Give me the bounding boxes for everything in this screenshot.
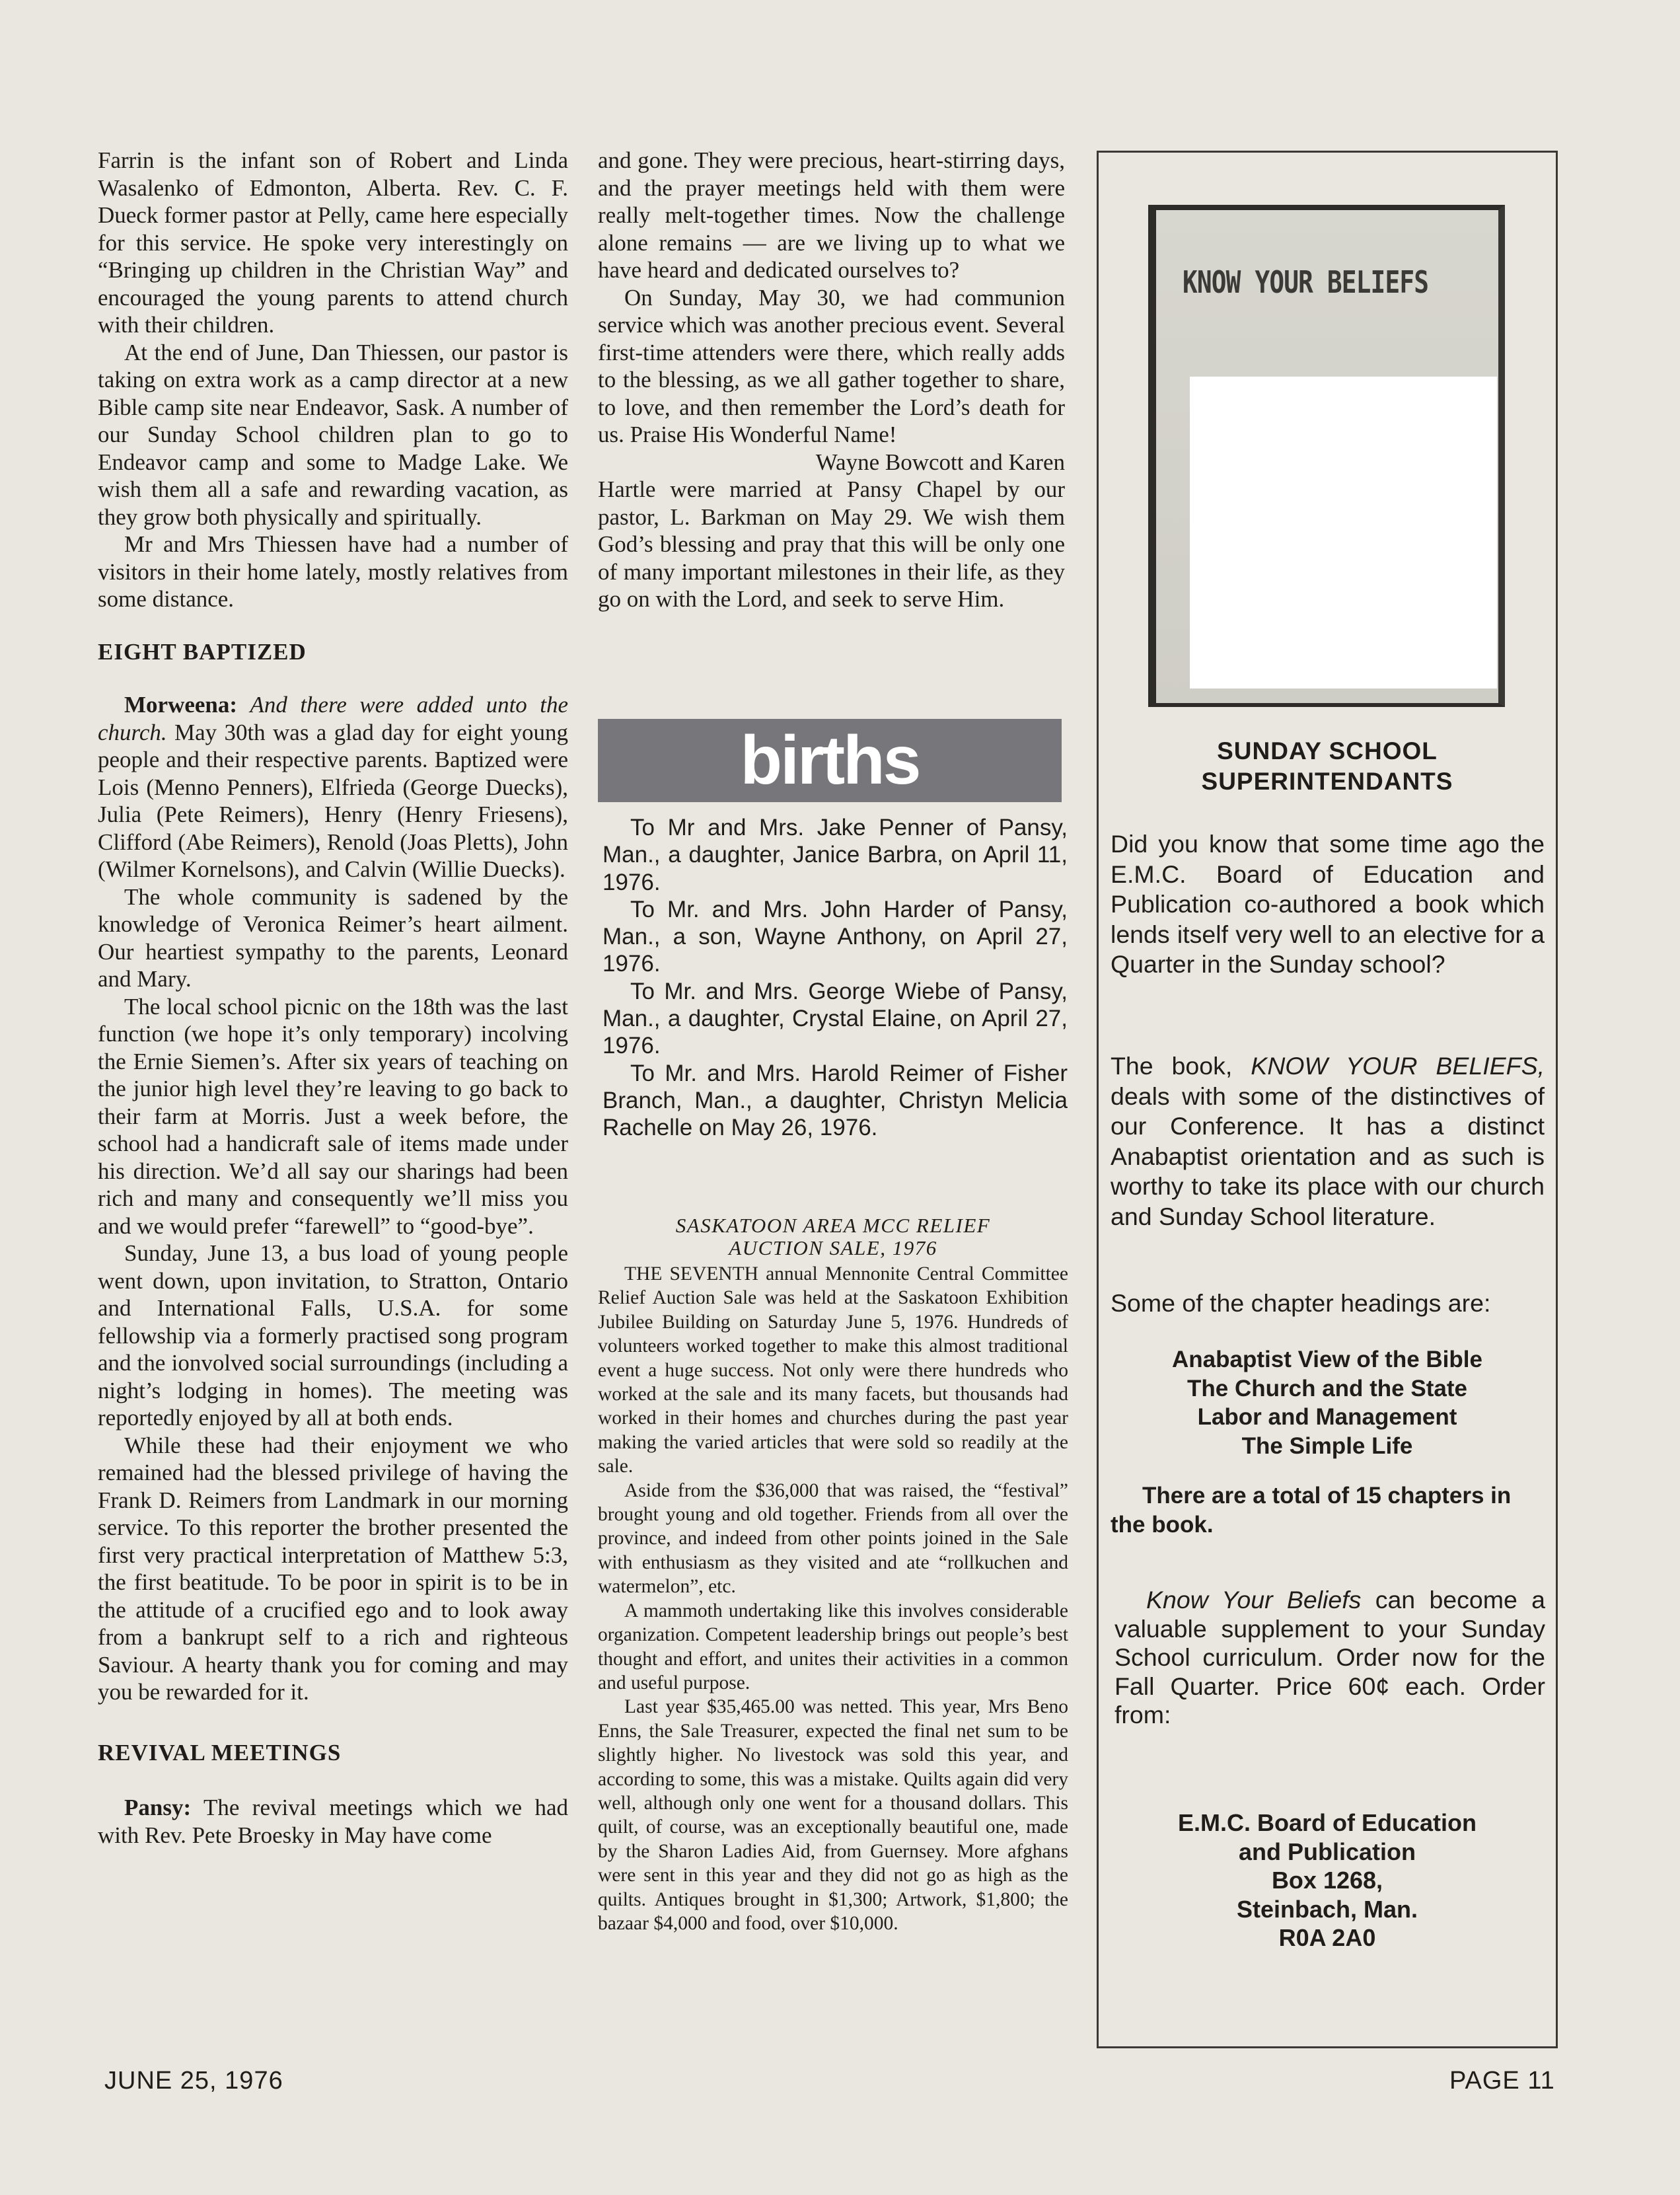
book-cover-title: KNOW YOUR BELIEFS [1183, 264, 1429, 300]
chapter-heading: Labor and Management [1197, 1404, 1457, 1430]
article-paragraph: Pansy: The revival meetings which we had with Rev. Pete Broesky in May have come [98, 1795, 568, 1848]
birth-announcement: To Mr. and Mrs. Harold Reimer of Fisher Branch, Man., a daughter, Christyn Melicia Rachelle on May 26, 1976. [603, 1060, 1068, 1141]
births-banner-label: births [740, 722, 920, 799]
chapter-heading: Anabaptist View of the Bible [1172, 1347, 1482, 1372]
book-title-inline: Know Your Beliefs [1146, 1586, 1362, 1614]
article-paragraph: Sunday, June 13, a bus load of young people went down, upon invitation, to Stratton, Ontario and International Falls, U.S.A. for some fellowship via a formerly practised song program and the ionvolved social surroundings (including a night’s lodging in homes). The meeting was reportedly enjoyed by all at both ends. [98, 1240, 568, 1431]
article-paragraph: Farrin is the infant son of Robert and Linda Wasalenko of Edmonton, Alberta. Rev. C. F. Dueck former pastor at Pelly, came here especially for this service. He spoke very interestingly on “Bringing up children in the Christian Way” and encouraged the young parents to attend church with their children. [98, 147, 568, 338]
ad-heading: SUNDAY SCHOOL SUPERINTENDANTS [1201, 737, 1453, 795]
mcc-article [598, 1214, 1068, 1935]
article-paragraph: Hartle were married at Pansy Chapel by our pastor, L. Barkman on May 29. We wish them God’s blessing and pray that this will be only one of many important milestones in their life, as they go on with the Lord, and seek to serve Him. [598, 476, 1065, 612]
footer-date: JUNE 25, 1976 [104, 2067, 283, 2095]
book-title-inline: KNOW YOUR BELIEFS, [1251, 1052, 1545, 1080]
article-paragraph: and gone. They were precious, heart-stirring days, and the prayer meetings held with them were really melt-together times. Now the challenge alone remains — are we living up to what we have heard and dedicated ourselves to? [598, 147, 1065, 283]
mcc-article-title: SASKATOON AREA MCC RELIEF AUCTION SALE, 1976 [675, 1214, 991, 1259]
article-paragraph: THE SEVENTH annual Mennonite Central Committee Relief Auction Sale was held at the Saskatoon Exhibition Jubilee Building on Saturday June 5, 1976. Hundreds of volunteers worked together to make this almost traditional event a huge success. Not only were there hundreds who worked at the sale and its many facets, but thousands had worked in their homes and churches during the past year making the varied articles that were sold so readily at the sale. [598, 1263, 1068, 1477]
birth-announcement: To Mr. and Mrs. George Wiebe of Pansy, Man., a daughter, Crystal Elaine, on April 27, 1976. [603, 978, 1068, 1059]
birth-announcement: To Mr and Mrs. Jake Penner of Pansy, Man., a daughter, Janice Barbra, on April 11, 1976. [603, 815, 1068, 895]
chapters-total: There are a total of 15 chapters in the book. [1111, 1483, 1512, 1538]
birth-announcement: To Mr. and Mrs. John Harder of Pansy, Man., a son, Wayne Anthony, on April 27, 1976. [603, 896, 1068, 977]
article-paragraph: Morweena: And there were added unto the church. May 30th was a glad day for eight young people and their respective parents. Baptized were Lois (Menno Penners), Elfrieda (George Duecks), Julia (Pete Reimers), Henry (Henry Friesens), Clifford (Abe Reimers), Renold (Joas Pletts), John (Wilmer Kornelsons), and Calvin (Willie Duecks). [98, 692, 569, 882]
scripture-quote: And there were added unto the church. [98, 692, 569, 745]
chapter-heading: The Simple Life [1241, 1432, 1413, 1459]
article-paragraph: Aside from the $36,000 that was raised, the “festival” brought young and old together. Friends from all over the province, and indeed from other points joined in the Sale with enthusiasm as they visited and ate “rollkuchen and watermelon”, etc. [598, 1479, 1068, 1598]
column-2 [598, 147, 1065, 613]
chapter-heading: The Church and the State [1187, 1375, 1467, 1401]
article-paragraph: A mammoth undertaking like this involves considerable organization. Competent leadership brings out people’s best thought and effort, and unites their activities in a common and useful purpose. [598, 1600, 1068, 1693]
article-paragraph: Mr and Mrs Thiessen have had a number of visitors in their home lately, mostly relatives from some distance. [98, 531, 568, 612]
births-banner [598, 719, 1062, 802]
chapter-headings [1102, 1345, 1552, 1460]
ad-paragraph: The book, KNOW YOUR BELIEFS, deals with some of the distinctives of our Conference. It has a distinct Anabaptist orientation and as such is worthy to take its place with our church and Sunday School literature. [1111, 1052, 1545, 1230]
footer-page-number: PAGE 11 [1449, 2067, 1555, 2095]
place-lead: Pansy: [124, 1795, 192, 1820]
article-paragraph: On Sunday, May 30, we had communion service which was another precious event. Several first-time attenders were there, which really adds to the blessing, as we all gather together to share, to love, and then remember the Lord’s death for us. Praise His Wonderful Name! [598, 284, 1065, 447]
ad-paragraph: Some of the chapter headings are: [1111, 1289, 1491, 1317]
article-paragraph: At the end of June, Dan Thiessen, our pastor is taking on extra work as a camp director at a new Bible camp site near Endeavor, Sask. A number of our Sunday School children plan to go to Endeavor camp and some to Madge Lake. We wish them all a safe and rewarding vacation, as they grow both physically and spiritually. [98, 339, 568, 530]
book-cover-blank-area [1190, 377, 1497, 688]
order-paragraph: Know Your Beliefs can become a valuable supplement to your Sunday School curriculum. Order now for the Fall Quarter. Price 60¢ each. Order from: [1114, 1586, 1545, 1729]
section-heading-eight-baptized: EIGHT BAPTIZED [98, 638, 307, 665]
ad-paragraph: Did you know that some time ago the E.M.C. Board of Education and Publication co-authored a book which lends itself very well to an elective for a Quarter in the Sunday school? [1111, 830, 1545, 978]
article-paragraph: Last year $35,465.00 was netted. This year, Mrs Beno Enns, the Sale Treasurer, expected the final net sum to be slightly higher. No livestock was sold this year, and according to some, this was a mistake. Quilts again did very well, although only one went for a thousand dollars. This quilt, of course, was an exceptionally beautiful one, made by the Sharon Ladies Aid, from Guernsey. More afghans were sent in this year and they did not go as high as the quilts. Antiques brought in $1,300; Artwork, $1,800; the bazaar $4,000 and food, over $10,000. [598, 1696, 1068, 1934]
order-address: E.M.C. Board of Education and Publication Box 1268, Steinbach, Man. R0A 2A0 [1177, 1809, 1477, 1951]
article-paragraph: The whole community is sadened by the knowledge of Veronica Reimer’s heart ailment. Our heartiest sympathy to the parents, Leonard and Mary. [98, 883, 568, 992]
column-1 [98, 147, 568, 1849]
article-paragraph-first-line: Wayne Bowcott and Karen [815, 449, 1065, 475]
article-paragraph: The local school picnic on the 18th was the last function (we hope it’s only temporary) incolving the Ernie Siemen’s. After six years of teaching on the junior high level they’re leaving to go back to their farm at Morris. Just a week before, the school had a handicraft sale of items made under his direction. We’d all say our sharings had been rich and many and consequently we’ll miss you and we would prefer “farewell” to “good-bye”. [98, 993, 568, 1239]
place-lead: Morweena: [124, 692, 238, 718]
section-heading-revival-meetings: REVIVAL MEETINGS [98, 1739, 342, 1766]
article-paragraph: While these had their enjoyment we who remained had the blessed privilege of having the Frank D. Reimers from Landmark in our morning service. To this reporter the brother presented the first very practical interpretation of Matthew 5:3, the first beatitude. To be poor in spirit is to be in the attitude of a crucified ego and to look away from a bankrupt self to a rich and righteous Saviour. A hearty thank you for coming and may you be rewarded for it. [98, 1432, 568, 1705]
births-list [603, 814, 1068, 1142]
